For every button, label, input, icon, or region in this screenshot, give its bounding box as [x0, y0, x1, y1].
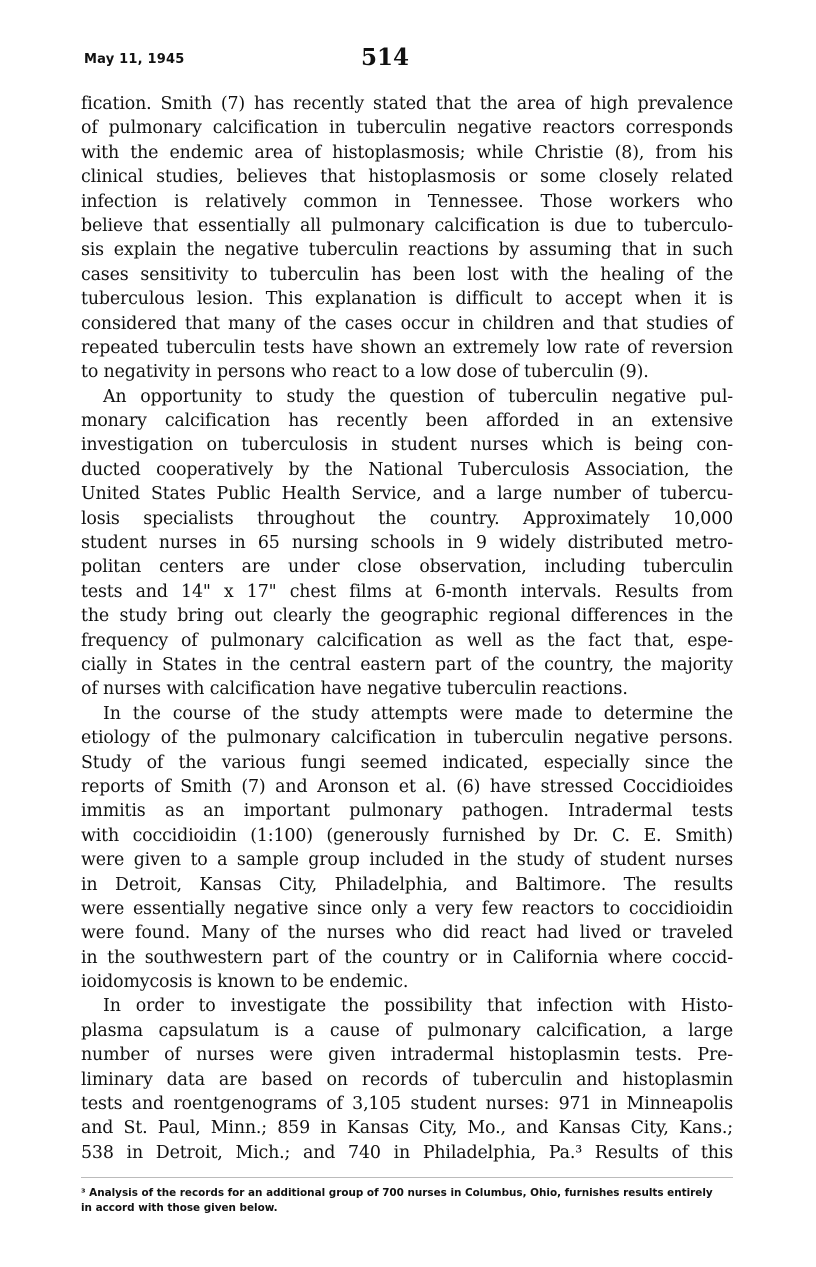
- text-line: the study bring out clearly the geographic regional differences in the: [81, 606, 733, 627]
- text-line: plasma capsulatum is a cause of pulmonary calcification, a large: [81, 1020, 733, 1041]
- text-line: tuberculous lesion. This explanation is difficult to accept when it is: [81, 289, 733, 310]
- text-line: cially in States in the central eastern part of the country, the majority: [81, 654, 733, 675]
- text-line: were found. Many of the nurses who did react had lived or traveled: [81, 923, 733, 944]
- text-line: frequency of pulmonary calcification as well as the fact that, espe-: [81, 630, 733, 651]
- text-line: reports of Smith (7) and Aronson et al. (6) have stressed Coccidioides: [81, 776, 733, 797]
- text-line: investigation on tuberculosis in student nurses which is being con-: [81, 435, 733, 456]
- text-line: politan centers are under close observation, including tuberculin: [81, 557, 733, 578]
- text-line: etiology of the pulmonary calcification in tuberculin negative persons.: [81, 728, 733, 749]
- body-text: [81, 92, 733, 1165]
- footnote-line: ³ Analysis of the records for an additional group of 700 nurses in Columbus, Ohio, furnishes results entirely: [81, 1187, 713, 1199]
- text-line: losis specialists throughout the country. Approximately 10,000: [81, 508, 733, 529]
- text-line: Study of the various fungi seemed indicated, especially since the: [81, 752, 733, 773]
- text-line: were essentially negative since only a very few reactors to coccidioidin: [81, 898, 733, 919]
- text-line: fication. Smith (7) has recently stated that the area of high prevalence: [81, 94, 733, 114]
- text-line: were given to a sample group included in the study of student nurses: [81, 850, 733, 871]
- text-line: student nurses in 65 nursing schools in 9 widely distributed metro-: [81, 533, 733, 554]
- footnote: [81, 1186, 733, 1216]
- header-date: May 11, 1945: [84, 52, 185, 67]
- text-line: repeated tuberculin tests have shown an extremely low rate of reversion: [81, 337, 733, 358]
- text-line: considered that many of the cases occur in children and that studies of: [81, 313, 733, 334]
- text-line: immitis as an important pulmonary pathogen. Intradermal tests: [81, 801, 733, 822]
- text-line: clinical studies, believes that histoplasmosis or some closely related: [81, 167, 733, 188]
- footnote-line: in accord with those given below.: [81, 1202, 278, 1214]
- text-line: in Detroit, Kansas City, Philadelphia, and Baltimore. The results: [81, 874, 733, 895]
- text-line: to negativity in persons who react to a low dose of tuberculin (9).: [81, 362, 649, 383]
- text-line: In order to investigate the possibility that infection with Histo-: [103, 996, 733, 1017]
- text-line: 538 in Detroit, Mich.; and 740 in Philadelphia, Pa.³ Results of this: [81, 1142, 733, 1163]
- text-line: number of nurses were given intradermal histoplasmin tests. Pre-: [81, 1045, 733, 1066]
- text-line: with coccidioidin (1:100) (generously furnished by Dr. C. E. Smith): [81, 825, 733, 846]
- text-line: ducted cooperatively by the National Tuberculosis Association, the: [81, 459, 733, 480]
- text-line: sis explain the negative tuberculin reactions by assuming that in such: [81, 240, 733, 261]
- text-line: monary calcification has recently been afforded in an extensive: [81, 411, 733, 432]
- text-line: and St. Paul, Minn.; 859 in Kansas City, Mo., and Kansas City, Kans.;: [81, 1118, 733, 1139]
- page-header: [84, 44, 730, 74]
- page-number: 514: [361, 44, 410, 71]
- text-line: believe that essentially all pulmonary calcification is due to tuberculo-: [81, 215, 733, 236]
- text-line: cases sensitivity to tuberculin has been lost with the healing of the: [81, 264, 733, 285]
- text-line: United States Public Health Service, and a large number of tubercu-: [81, 484, 733, 505]
- text-line: of nurses with calcification have negative tuberculin reactions.: [81, 679, 628, 700]
- text-line: tests and roentgenograms of 3,105 student nurses: 971 in Minneapolis: [81, 1094, 733, 1115]
- text-line: of pulmonary calcification in tuberculin negative reactors corresponds: [81, 118, 733, 139]
- text-line: ioidomycosis is known to be endemic.: [81, 972, 409, 993]
- text-line: infection is relatively common in Tennessee. Those workers who: [81, 191, 733, 212]
- text-line: liminary data are based on records of tuberculin and histoplasmin: [81, 1069, 733, 1090]
- footnote-divider: [81, 1177, 733, 1178]
- text-line: in the southwestern part of the country or in California where coccid-: [81, 947, 733, 968]
- text-line: An opportunity to study the question of tuberculin negative pul-: [103, 386, 733, 407]
- text-line: with the endemic area of histoplasmosis; while Christie (8), from his: [81, 142, 733, 163]
- text-line: tests and 14" x 17" chest films at 6-month intervals. Results from: [81, 581, 733, 602]
- text-line: In the course of the study attempts were made to determine the: [103, 703, 733, 724]
